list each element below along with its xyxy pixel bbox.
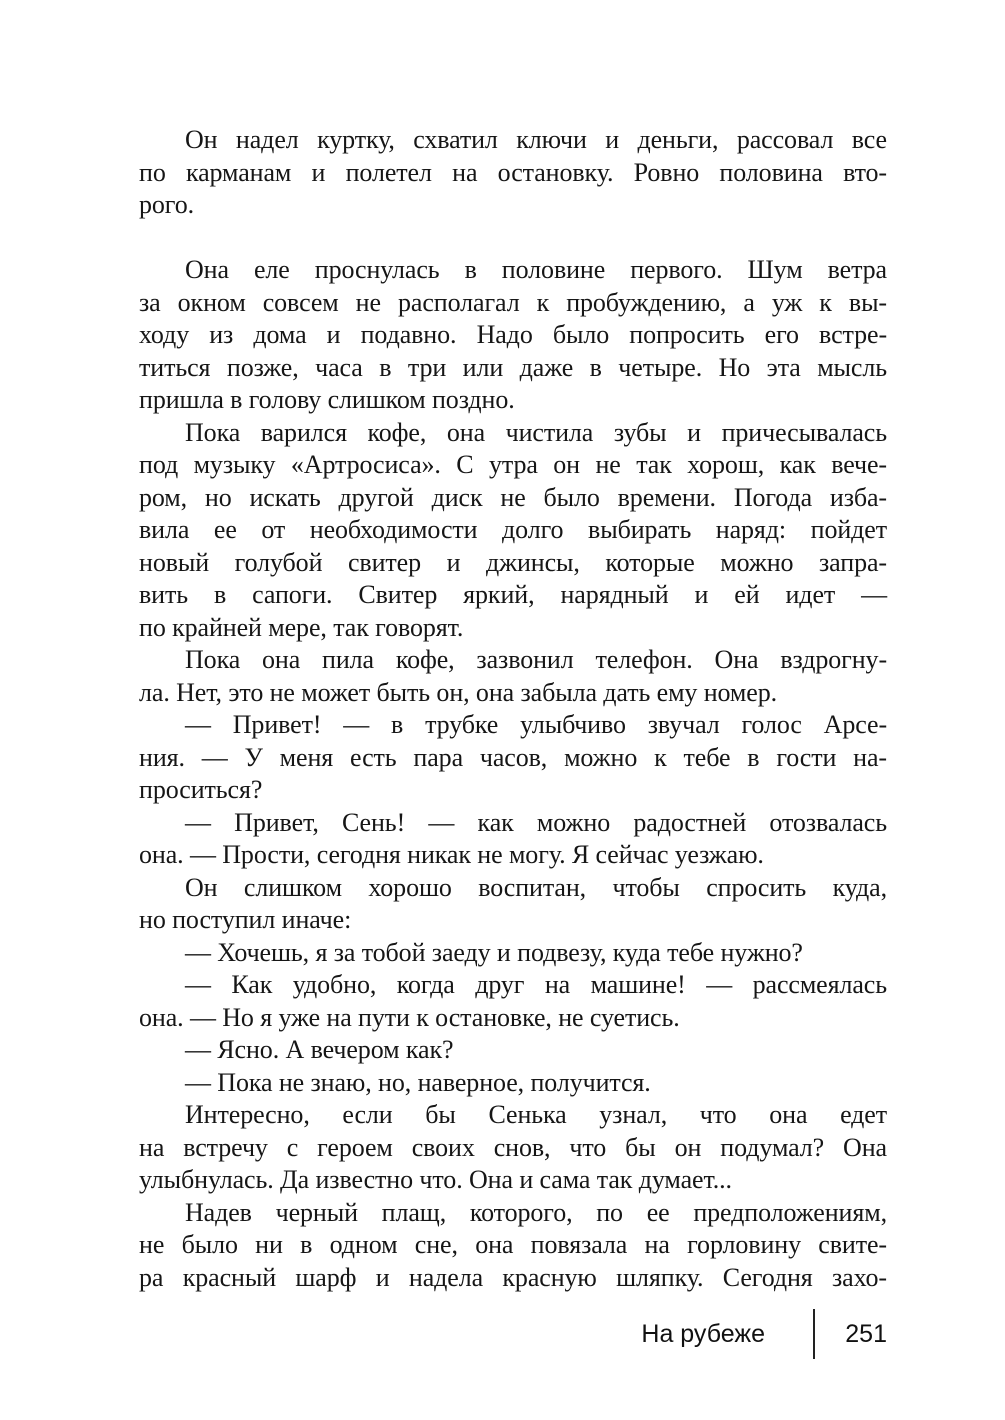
running-title: На рубеже <box>641 1319 765 1348</box>
text-line: Надев черный плащ, которого, по ее предположениям, <box>185 1197 887 1227</box>
text-line: — Пока не знаю, но, наверное, получится. <box>185 1067 651 1097</box>
text-line: пришла в голову слишком поздно. <box>139 385 515 414</box>
paragraph <box>139 872 887 937</box>
text-block <box>139 124 887 1294</box>
text-line: титься позже, часа в три или даже в четыре. Но эта мысль <box>139 352 887 382</box>
page-footer <box>139 1308 887 1360</box>
paragraph <box>139 1197 887 1295</box>
text-line: вить в сапоги. Свитер яркий, нарядный и ей идет — <box>139 580 887 609</box>
text-line: ром, но искать другой диск не было времени. Погода изба- <box>139 482 887 512</box>
page-number: 251 <box>845 1319 887 1348</box>
text-line: по карманам и полетел на остановку. Ровно половина вто- <box>139 157 887 187</box>
text-line: — Привет! — в трубке улыбчиво звучал голос Арсе- <box>185 710 887 739</box>
text-line: Он слишком хорошо воспитан, чтобы спросить куда, <box>185 872 887 902</box>
text-line: ла. Нет, это не может быть он, она забыла дать ему номер. <box>139 677 778 707</box>
text-line: Интересно, если бы Сенька узнал, что она едет <box>185 1100 887 1129</box>
text-line: — Хочешь, я за тобой заеду и подвезу, куда тебе нужно? <box>185 937 803 967</box>
text-line: ходу из дома и подавно. Надо было попросить его встре- <box>139 320 887 349</box>
paragraph <box>139 807 887 872</box>
paragraph <box>139 644 887 709</box>
paragraph <box>139 254 887 417</box>
text-line: — Как удобно, когда друг на машине! — рассмеялась <box>185 970 887 999</box>
text-line: улыбнулась. Да известно что. Она и сама так думает... <box>139 1165 732 1194</box>
text-line: проситься? <box>139 775 263 804</box>
paragraph <box>139 969 887 1034</box>
text-line: по крайней мере, так говорят. <box>139 612 464 642</box>
text-line: Она еле проснулась в половине первого. Шум ветра <box>185 255 887 284</box>
text-line: но поступил иначе: <box>139 905 352 934</box>
text-line: не было ни в одном сне, она повязала на горловину свите- <box>139 1230 887 1259</box>
paragraph <box>139 417 887 645</box>
footer-divider <box>813 1309 815 1359</box>
text-line: рого. <box>139 190 195 219</box>
text-line: на встречу с героем своих снов, что бы он подумал? Она <box>139 1132 887 1162</box>
text-line: под музыку «Артросиса». С утра он не так хорош, как вече- <box>139 450 887 479</box>
text-line: Он надел куртку, схватил ключи и деньги, рассовал все <box>185 125 887 154</box>
text-line: она. — Прости, сегодня никак не могу. Я сейчас уезжаю. <box>139 840 764 869</box>
paragraph <box>139 1099 887 1197</box>
text-line: ния. — У меня есть пара часов, можно к тебе в гости на- <box>139 742 887 772</box>
text-line: за окном совсем не располагал к пробуждению, а уж к вы- <box>139 287 887 317</box>
text-line: Пока она пила кофе, зазвонил телефон. Она вздрогну- <box>185 645 887 674</box>
text-line: она. — Но я уже на пути к остановке, не суетись. <box>139 1002 680 1032</box>
paragraph <box>139 124 887 222</box>
text-line: Пока варился кофе, она чистила зубы и причесывалась <box>185 417 887 447</box>
text-line: ра красный шарф и надела красную шляпку. Сегодня захо- <box>139 1262 887 1292</box>
text-line: — Ясно. А вечером как? <box>185 1035 454 1064</box>
paragraph <box>139 709 887 807</box>
paragraph <box>139 1034 887 1067</box>
text-line: вила ее от необходимости долго выбирать наряд: пойдет <box>139 515 887 544</box>
text-line: — Привет, Сень! — как можно радостней отозвалась <box>185 807 887 837</box>
text-line: новый голубой свитер и джинсы, которые можно запра- <box>139 547 887 577</box>
paragraph <box>139 1067 887 1100</box>
paragraph <box>139 937 887 970</box>
